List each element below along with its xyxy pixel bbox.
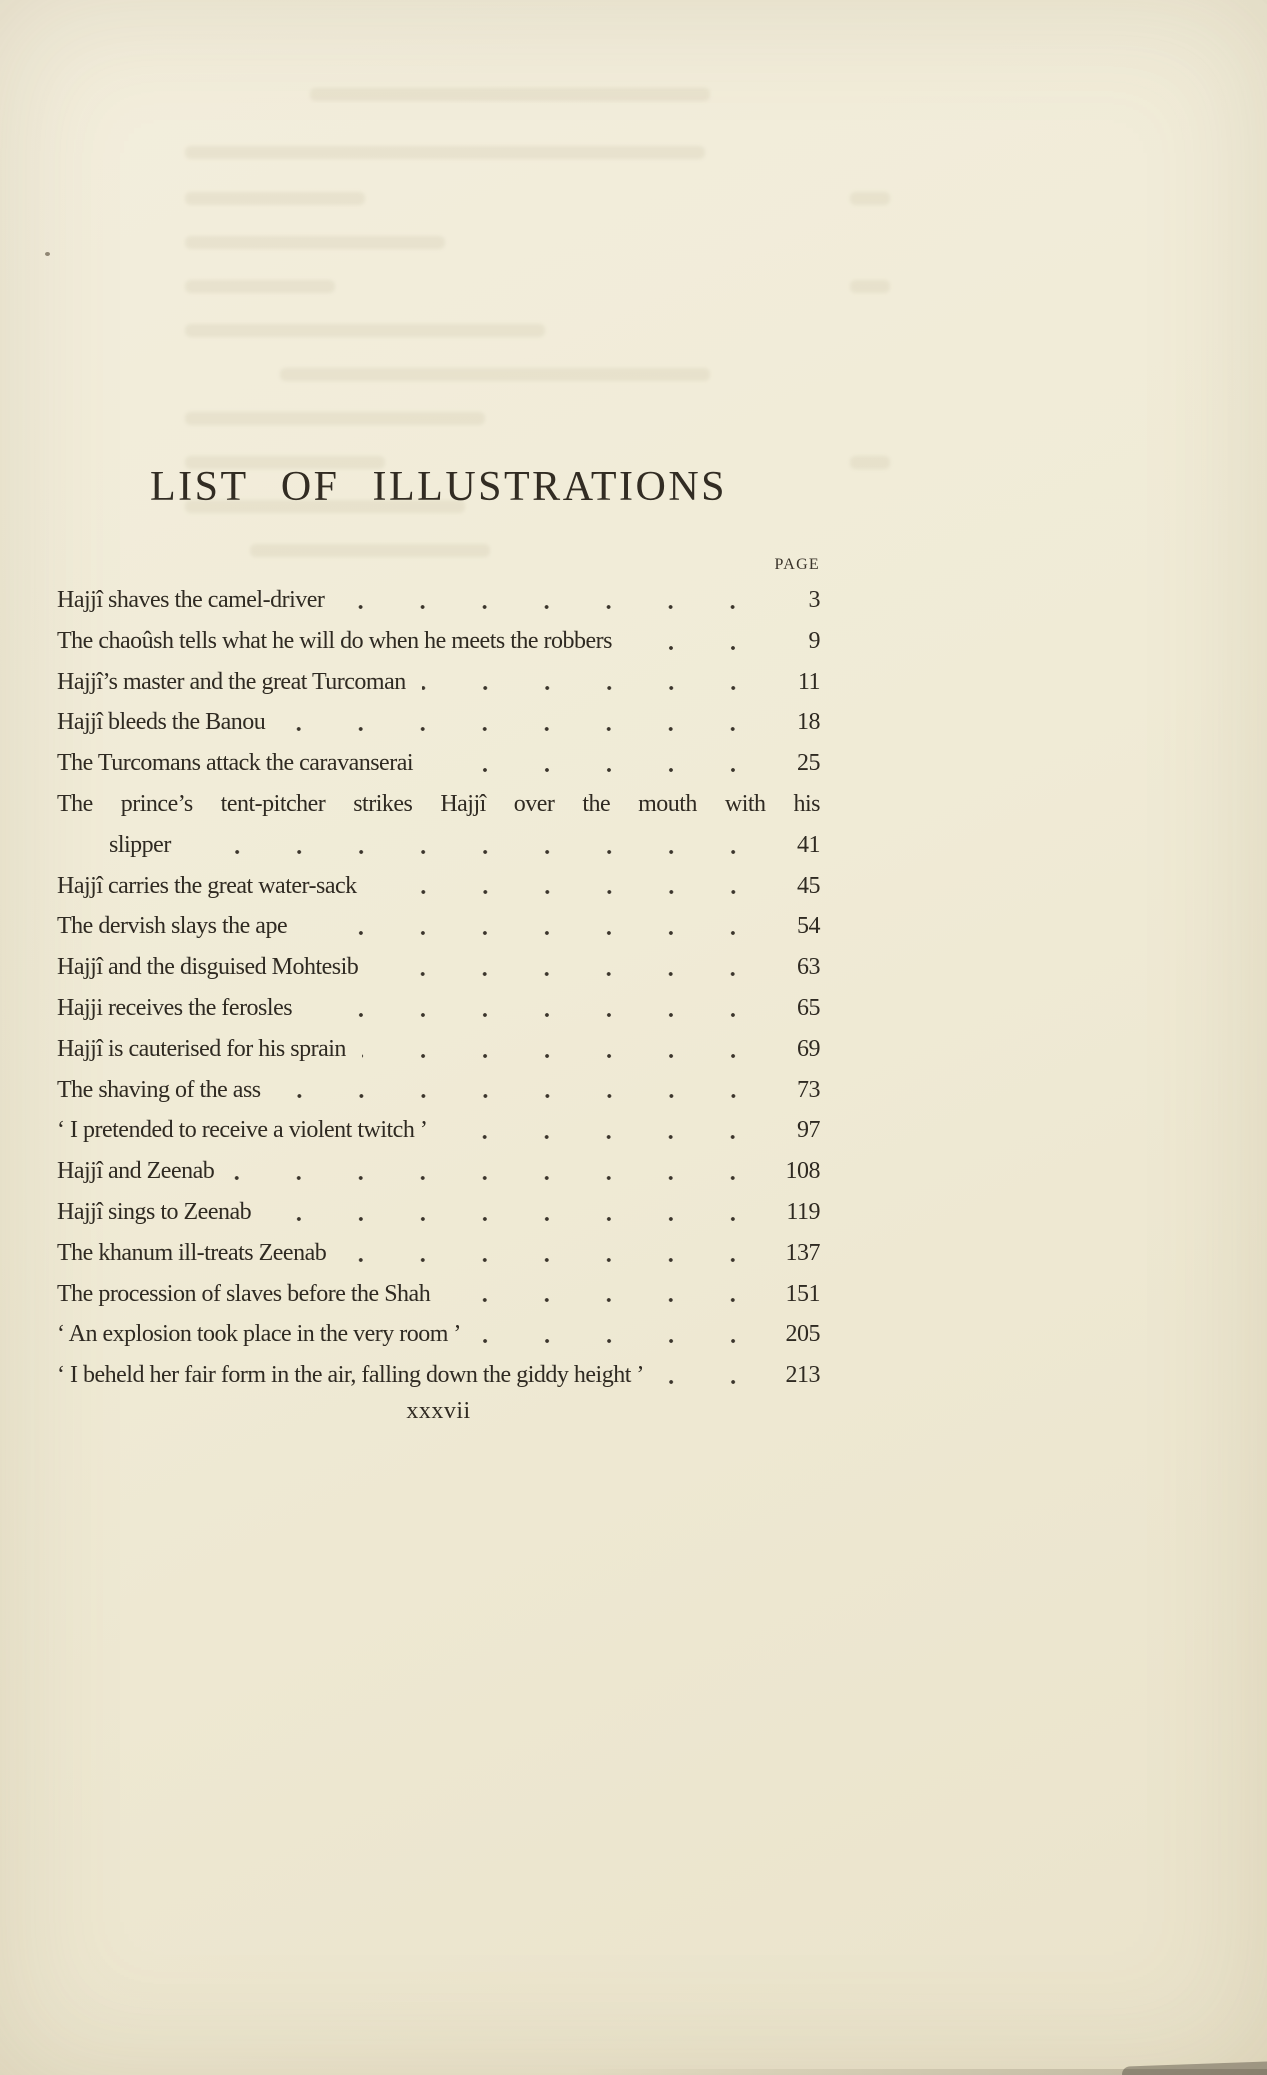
entry-title: ‘ I pretended to receive a violent twitch ’ [57, 1117, 428, 1144]
entry-page-number: 65 [797, 994, 820, 1021]
entry-page-number: 54 [797, 913, 820, 940]
dot-leader [281, 727, 764, 731]
entry-title: The shaving of the ass [57, 1076, 261, 1103]
entry-page-number: 108 [785, 1158, 820, 1185]
toc-entry [57, 580, 820, 621]
entry-page-number: 11 [797, 668, 820, 695]
dot-leader [303, 931, 764, 935]
page-title: LIST OF ILLUSTRATIONS [149, 464, 728, 510]
entry-title: ‘ I beheld her fair form in the air, falling down the giddy height ’ [57, 1362, 644, 1389]
dot-leader [477, 1339, 764, 1343]
entry-title: The Turcomans attack the caravanserai [57, 750, 414, 777]
entry-title: Hajjî shaves the camel-driver [57, 587, 325, 613]
entry-page-number: 3 [808, 587, 820, 613]
entry-page-number: 213 [785, 1362, 820, 1389]
entry-title: The khanum ill-treats Zeenab [57, 1239, 327, 1266]
entry-page-number: 18 [797, 709, 820, 736]
entry-page-number: 151 [785, 1280, 820, 1307]
entry-page-number: 205 [785, 1321, 820, 1348]
folio-roman-numeral: xxxvii [406, 1397, 471, 1424]
toc-entry [57, 784, 820, 825]
toc-entry [57, 1233, 820, 1274]
dot-leader [277, 1094, 764, 1098]
toc-entry [57, 1151, 820, 1192]
dot-leader [340, 605, 764, 609]
entry-page-number: 45 [797, 872, 820, 899]
entries-list [57, 580, 820, 1396]
dot-leader [342, 1258, 764, 1262]
toc-entry [57, 743, 820, 784]
dot-leader [446, 1298, 764, 1302]
toc-entry [57, 1029, 820, 1070]
dot-leader [187, 850, 764, 854]
toc-entry [57, 1070, 820, 1111]
entry-page-number: 119 [786, 1198, 820, 1225]
entry-title: Hajjî and the disguised Mohtesib [57, 954, 359, 981]
entry-title: The procession of slaves before the Shah [57, 1280, 431, 1307]
entry-title: The dervish slays the ape [57, 913, 288, 940]
dot-leader [660, 1380, 764, 1384]
entry-continuation: slipper [109, 831, 171, 858]
toc-entry [57, 621, 820, 662]
entry-title: Hajjî sings to Zeenab [57, 1198, 252, 1225]
entry-title: The prince’s tent-pitcher strikes Hajjî over the mouth with his [57, 790, 820, 817]
toc-entry [57, 1355, 820, 1396]
dot-leader [362, 1054, 764, 1058]
dot-leader [422, 686, 764, 690]
entry-page-number: 9 [808, 627, 820, 654]
dot-leader [443, 1135, 764, 1139]
entry-title: Hajji receives the ferosles [57, 994, 293, 1021]
page-column-label: PAGE [774, 556, 820, 573]
entry-title: Hajjî carries the great water-sack [57, 872, 357, 899]
showthrough-line [850, 192, 890, 205]
toc-entry [57, 1192, 820, 1233]
toc-entry [57, 1110, 820, 1151]
entry-page-number: 69 [797, 1035, 820, 1062]
toc-entry [57, 662, 820, 703]
dot-leader [429, 768, 764, 772]
toc-entry-continuation [57, 825, 820, 866]
toc-entry [57, 906, 820, 947]
entry-page-number: 63 [797, 954, 820, 981]
dot-leader [230, 1176, 764, 1180]
dot-leader [267, 1217, 764, 1221]
entry-title: Hajjî’s master and the great Turcoman [57, 668, 406, 695]
showthrough-line [850, 456, 890, 469]
toc-entry [57, 866, 820, 907]
dot-leader [628, 646, 764, 650]
entry-title: ‘ An explosion took place in the very room ’ [57, 1321, 461, 1348]
content-column [57, 0, 820, 1425]
corner-shadow [1122, 2061, 1267, 2075]
entry-page-number: 73 [797, 1076, 820, 1103]
entry-title: The chaoûsh tells what he will do when he meets the robbers [57, 627, 613, 654]
toc-entry [57, 702, 820, 743]
entry-title: Hajjî is cauterised for his sprain [57, 1035, 346, 1062]
toc-entry [57, 947, 820, 988]
dot-leader [308, 1013, 764, 1017]
entry-page-number: 137 [785, 1239, 820, 1266]
entry-page-number: 25 [797, 750, 820, 777]
toc-entry [57, 988, 820, 1029]
dot-leader [374, 972, 764, 976]
toc-entry [57, 1274, 820, 1315]
dot-leader [373, 890, 764, 894]
entry-page-number: 97 [797, 1117, 820, 1144]
showthrough-line [850, 280, 890, 293]
entry-title: Hajjî and Zeenab [57, 1158, 215, 1185]
toc-entry [57, 1314, 820, 1355]
scan-speck [45, 252, 50, 256]
entry-page-number: 41 [797, 831, 820, 858]
entry-title: Hajjî bleeds the Banou [57, 709, 266, 736]
